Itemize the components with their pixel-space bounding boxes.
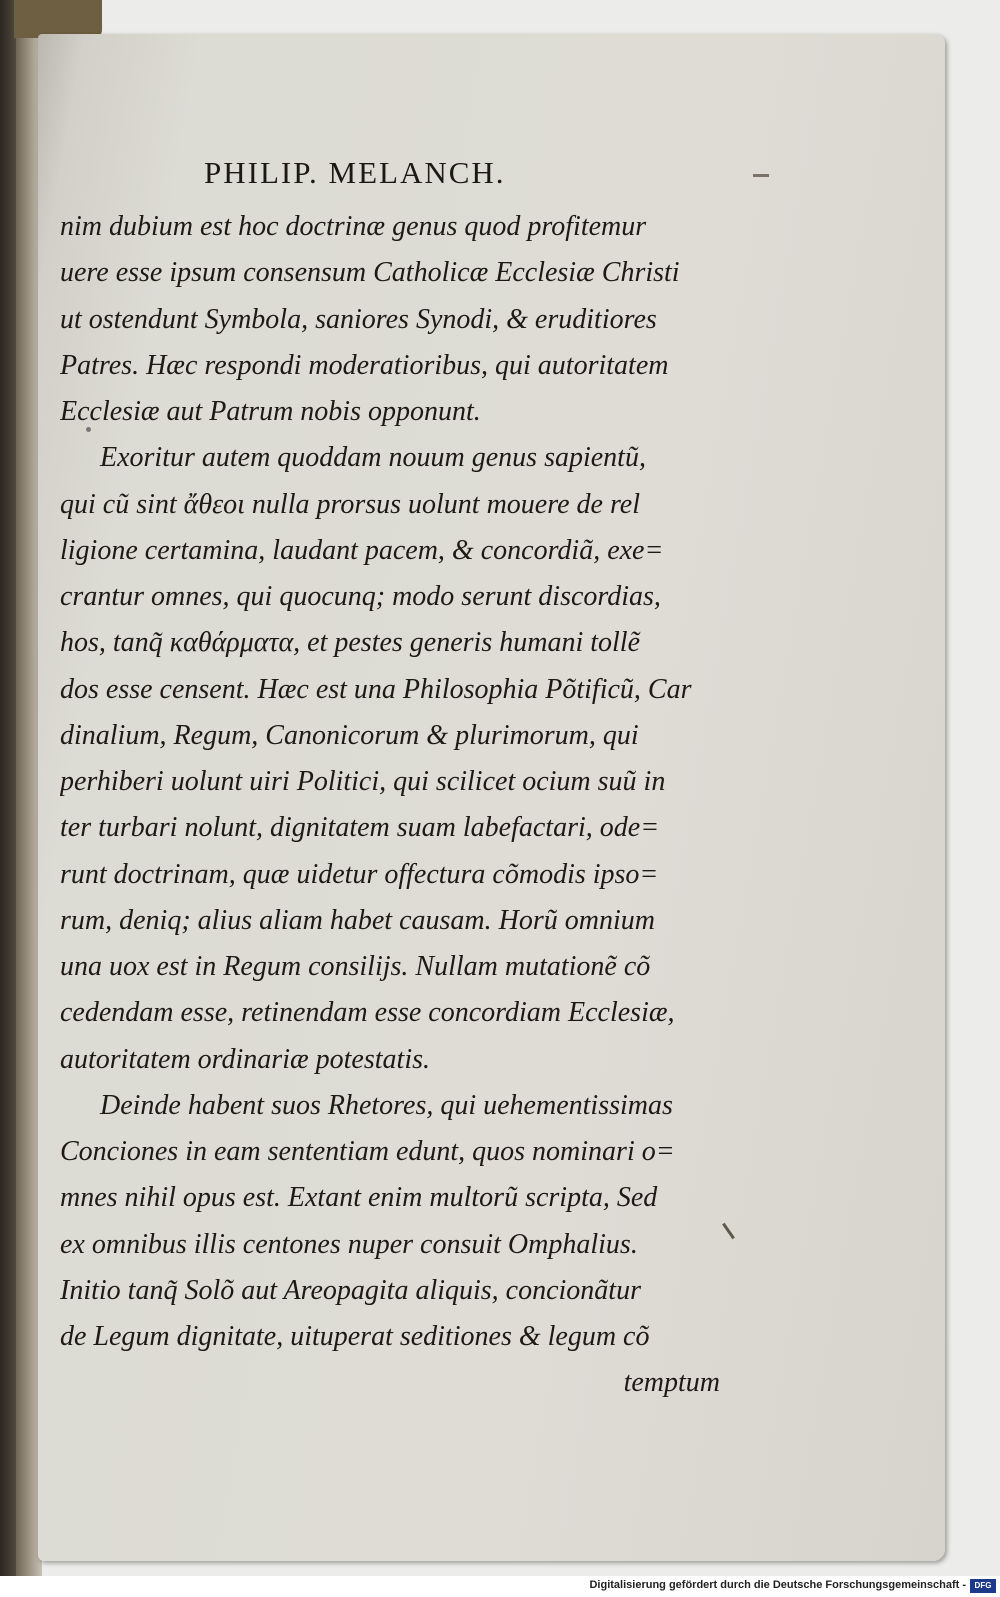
text-line: perhiberi uolunt uiri Politici, qui scilicet ocium suũ in <box>60 766 666 797</box>
text-line: Conciones in eam sententiam edunt, quos nominari o= <box>60 1136 675 1167</box>
text-line: ut ostendunt Symbola, saniores Synodi, & eruditiores <box>60 303 657 335</box>
text-line: una uox est in Regum consilijs. Nullam mutationẽ cõ <box>60 951 651 982</box>
text-line: de Legum dignitate, uituperat seditiones & legum cõ <box>60 1321 650 1352</box>
text-line: Initio tanq̃ Solõ aut Areopagita aliquis, concionãtur <box>60 1274 641 1306</box>
text-line: ter turbari nolunt, dignitatem suam labefactari, ode= <box>60 812 660 844</box>
cover-corner <box>14 0 102 38</box>
text-line: ex omnibus illis centones nuper consuit Omphalius. <box>60 1228 638 1260</box>
text-line: autoritatem ordinariæ potestatis. <box>60 1043 430 1075</box>
text-line: hos, tanq̃ καθάρματα, et pestes generis humani tollẽ <box>60 627 641 659</box>
catchword: temptum <box>623 1367 720 1399</box>
text-line: Exoritur autem quoddam nouum genus sapientũ, <box>100 442 646 474</box>
text-line: Patres. Hæc respondi moderatioribus, qui autoritatem <box>60 349 669 381</box>
text-line: Deinde habent suos Rhetores, qui uehementissimas <box>100 1089 673 1121</box>
text-line: ligione certamina, laudant pacem, & concordiã, exe= <box>60 534 664 566</box>
text-line: dos esse censent. Hæc est una Philosophia Põtificũ, Car <box>60 673 692 705</box>
footer-bar <box>0 1576 1000 1597</box>
text-line: dinalium, Regum, Canonicorum & plurimorum, qui <box>60 719 639 751</box>
footer-credit: Digitalisierung gefördert durch die Deutsche Forschungsgemeinschaft - <box>589 1579 966 1591</box>
text-line: qui cũ sint ἄθεοι nulla prorsus uolunt mouere de rel <box>60 488 641 520</box>
text-line: mnes nihil opus est. Extant enim multorũ scripta, Sed <box>60 1182 658 1214</box>
ink-mark <box>753 174 769 177</box>
text-line: Ecclesiæ aut Patrum nobis opponunt. <box>60 396 481 427</box>
text-line: crantur omnes, qui quocunq; modo serunt discordias, <box>60 581 661 612</box>
body-text <box>60 204 720 1407</box>
text-line: cedendam esse, retinendam esse concordiam Ecclesiæ, <box>60 997 675 1029</box>
text-line: uere esse ipsum consensum Catholicæ Ecclesiæ Christi <box>60 257 680 289</box>
text-line: runt doctrinam, quæ uidetur offectura cõmodis ipso= <box>60 858 659 890</box>
running-head: PHILIP. MELANCH. <box>204 155 506 190</box>
text-line: rum, deniq; alius aliam habet causam. Horũ omnium <box>60 904 655 936</box>
dfg-logo: DFG <box>970 1579 996 1593</box>
text-line: nim dubium est hoc doctrinæ genus quod profitemur <box>60 211 647 242</box>
